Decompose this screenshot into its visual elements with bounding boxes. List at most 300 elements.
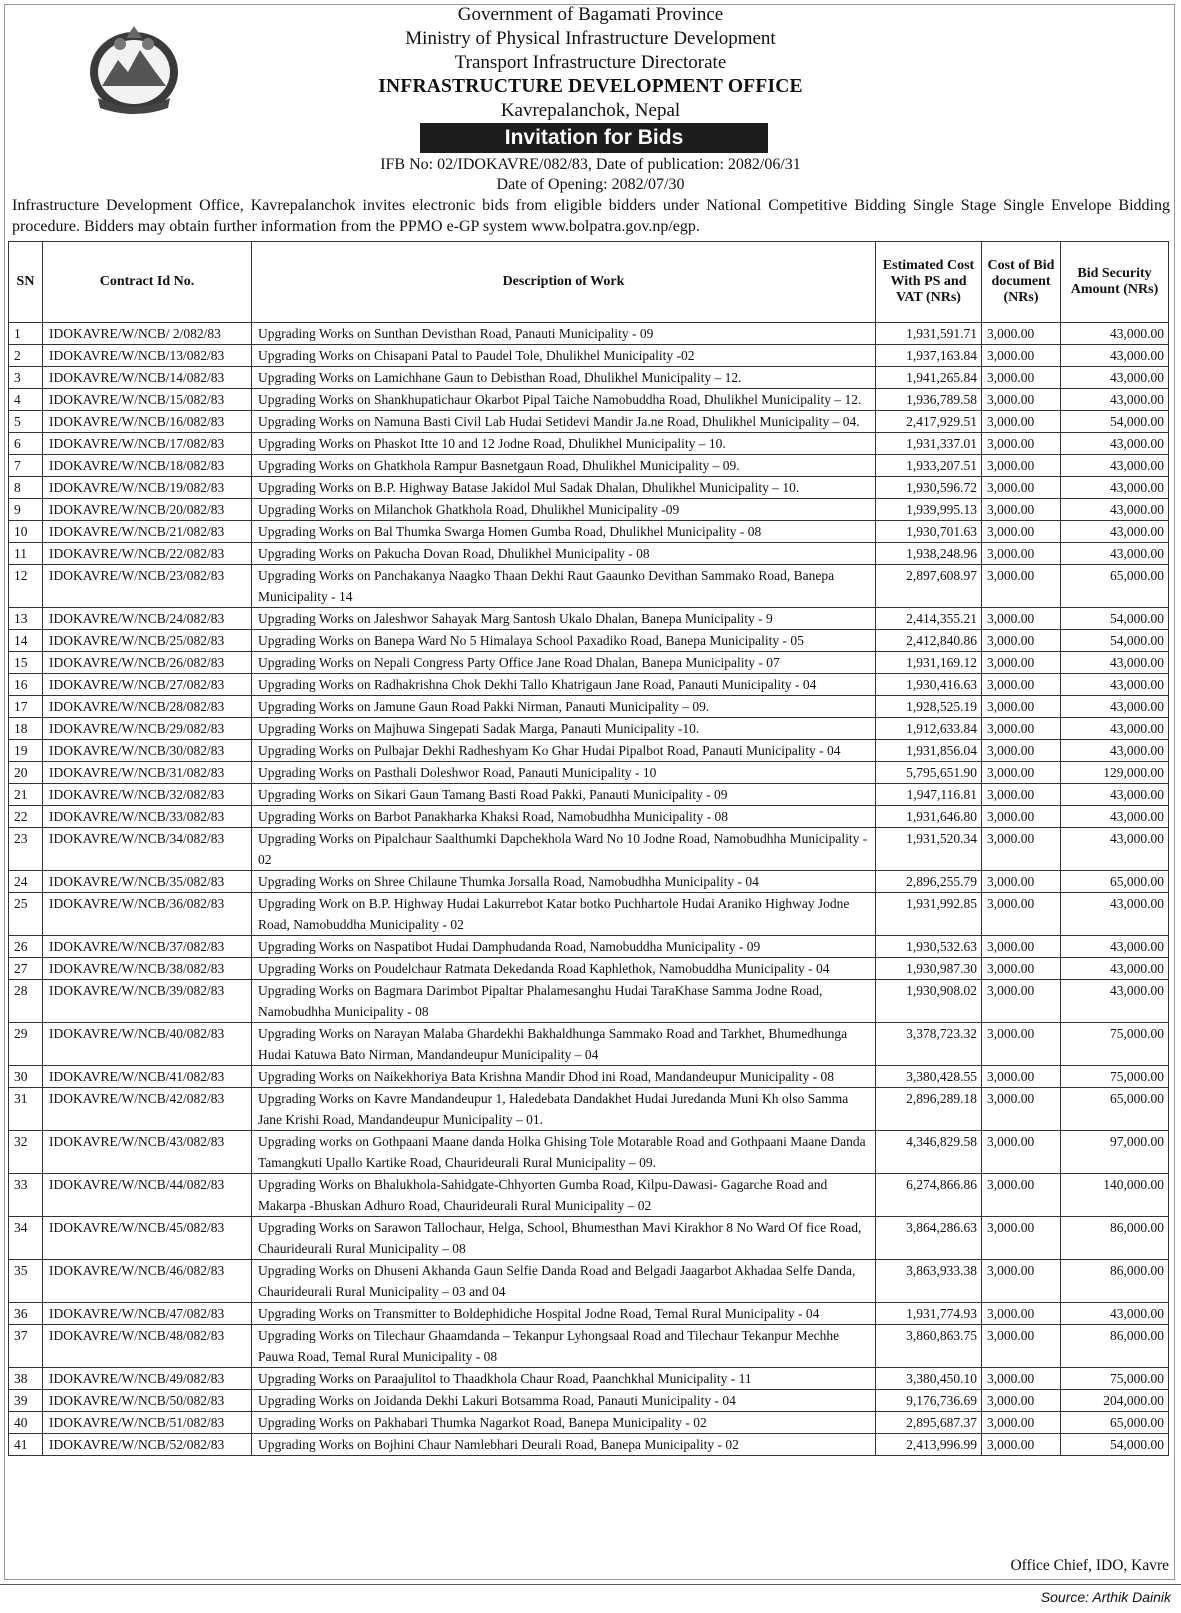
- row-contract-id: IDOKAVRE/W/NCB/43/082/83: [43, 1131, 252, 1174]
- row-bid-document-cost: 3,000.00: [982, 1368, 1061, 1390]
- row-description: Upgrading Works on Sarawon Tallochaur, Helga, School, Bhumesthan Mavi Kirakhor 8 No Ward Of fice Road, Chaurideurali Rural Municipality – 08: [252, 1217, 876, 1260]
- row-contract-id: IDOKAVRE/W/NCB/27/082/83: [43, 674, 252, 696]
- row-description: Upgrading Works on Nepali Congress Party Office Jane Road Dhalan, Banepa Municipality - 07: [252, 652, 876, 674]
- row-bid-security: 43,000.00: [1061, 345, 1169, 367]
- row-contract-id: IDOKAVRE/W/NCB/50/082/83: [43, 1390, 252, 1412]
- table-row: [9, 1390, 1169, 1412]
- row-description: Upgrading Work on B.P. Highway Hudai Lakurrebot Katar botko Puchhartole Hudai Araniko Highway Jodne Road, Namobuddha Municipality - 02: [252, 893, 876, 936]
- row-sn: 6: [9, 433, 43, 455]
- row-estimated-cost: 9,176,736.69: [876, 1390, 982, 1412]
- table-row: [9, 958, 1169, 980]
- header-government: Government of Bagamati Province: [457, 4, 724, 25]
- table-row: [9, 718, 1169, 740]
- row-bid-document-cost: 3,000.00: [982, 1434, 1061, 1456]
- row-description: Upgrading Works on Kavre Mandandeupur 1, Haledebata Dandakhet Hudai Juredanda Muni Kh olso Samma Jane Krishi Road, Mandandeupur Municipality – 01.: [252, 1088, 876, 1131]
- row-description: Upgrading Works on Namuna Basti Civil Lab Hudai Setidevi Mandir Ja.ne Road, Dhulikhel Municipality – 04.: [252, 411, 876, 433]
- row-estimated-cost: 2,414,355.21: [876, 608, 982, 630]
- row-description: Upgrading Works on Tilechaur Ghaamdanda – Tekanpur Lyhongsaal Road and Tilechaur Tekanpur Mechhe Pauwa Road, Temal Rural Municipality - 08: [252, 1325, 876, 1368]
- ifb-number: IFB No: 02/IDOKAVRE/082/83, Date of publication: 2082/06/31: [380, 156, 801, 173]
- row-sn: 19: [9, 740, 43, 762]
- row-bid-document-cost: 3,000.00: [982, 1217, 1061, 1260]
- row-description: Upgrading Works on Radhakrishna Chok Dekhi Tallo Khatrigaun Jane Road, Panauti Municipality - 04: [252, 674, 876, 696]
- row-estimated-cost: 2,896,255.79: [876, 871, 982, 893]
- row-sn: 10: [9, 521, 43, 543]
- row-sn: 21: [9, 784, 43, 806]
- row-bid-document-cost: 3,000.00: [982, 1412, 1061, 1434]
- row-estimated-cost: 1,931,992.85: [876, 893, 982, 936]
- row-estimated-cost: 1,931,646.80: [876, 806, 982, 828]
- row-estimated-cost: 2,417,929.51: [876, 411, 982, 433]
- row-bid-document-cost: 3,000.00: [982, 1023, 1061, 1066]
- table-row: [9, 1066, 1169, 1088]
- row-bid-security: 65,000.00: [1061, 1412, 1169, 1434]
- row-description: Upgrading Works on Pipalchaur Saalthumki Dapchekhola Ward No 10 Jodne Road, Namobudhha Municipality - 02: [252, 828, 876, 871]
- row-estimated-cost: 4,346,829.58: [876, 1131, 982, 1174]
- row-sn: 38: [9, 1368, 43, 1390]
- row-bid-security: 43,000.00: [1061, 389, 1169, 411]
- row-contract-id: IDOKAVRE/W/NCB/52/082/83: [43, 1434, 252, 1456]
- row-contract-id: IDOKAVRE/W/NCB/44/082/83: [43, 1174, 252, 1217]
- row-estimated-cost: 1,931,774.93: [876, 1303, 982, 1325]
- row-sn: 24: [9, 871, 43, 893]
- row-description: Upgrading Works on Paraajulitol to Thaadkhola Chaur Road, Paanchkhal Municipality - 11: [252, 1368, 876, 1390]
- table-row: [9, 411, 1169, 433]
- row-bid-document-cost: 3,000.00: [982, 499, 1061, 521]
- row-estimated-cost: 2,413,996.99: [876, 1434, 982, 1456]
- row-estimated-cost: 1,938,248.96: [876, 543, 982, 565]
- row-description: Upgrading Works on Joidanda Dekhi Lakuri Botsamma Road, Panauti Municipality - 04: [252, 1390, 876, 1412]
- row-bid-document-cost: 3,000.00: [982, 980, 1061, 1023]
- row-sn: 26: [9, 936, 43, 958]
- row-bid-security: 54,000.00: [1061, 411, 1169, 433]
- row-sn: 23: [9, 828, 43, 871]
- row-bid-security: 65,000.00: [1061, 565, 1169, 608]
- row-description: Upgrading Works on Banepa Ward No 5 Himalaya School Paxadiko Road, Banepa Municipality - 05: [252, 630, 876, 652]
- row-description: Upgrading Works on Sikari Gaun Tamang Basti Road Pakki, Panauti Municipality - 09: [252, 784, 876, 806]
- row-contract-id: IDOKAVRE/W/NCB/38/082/83: [43, 958, 252, 980]
- row-estimated-cost: 3,864,286.63: [876, 1217, 982, 1260]
- row-estimated-cost: 3,860,863.75: [876, 1325, 982, 1368]
- row-estimated-cost: 1,930,987.30: [876, 958, 982, 980]
- row-contract-id: IDOKAVRE/W/NCB/24/082/83: [43, 608, 252, 630]
- table-row: [9, 936, 1169, 958]
- row-contract-id: IDOKAVRE/W/NCB/28/082/83: [43, 696, 252, 718]
- header-ministry: Ministry of Physical Infrastructure Development: [405, 28, 776, 49]
- table-row: [9, 1260, 1169, 1303]
- row-estimated-cost: 1,912,633.84: [876, 718, 982, 740]
- row-estimated-cost: 1,930,596.72: [876, 477, 982, 499]
- row-contract-id: IDOKAVRE/W/NCB/19/082/83: [43, 477, 252, 499]
- row-bid-security: 43,000.00: [1061, 323, 1169, 345]
- table-row: [9, 784, 1169, 806]
- bids-table: [8, 241, 1169, 1456]
- row-bid-security: 43,000.00: [1061, 652, 1169, 674]
- invitation-banner: Invitation for Bids: [420, 123, 768, 153]
- row-sn: 14: [9, 630, 43, 652]
- row-bid-security: 43,000.00: [1061, 784, 1169, 806]
- row-estimated-cost: 3,863,933.38: [876, 1260, 982, 1303]
- table-row: [9, 608, 1169, 630]
- row-description: Upgrading Works on Bojhini Chaur Namlebhari Deurali Road, Banepa Municipality - 02: [252, 1434, 876, 1456]
- table-row: [9, 323, 1169, 345]
- row-bid-document-cost: 3,000.00: [982, 1390, 1061, 1412]
- table-row: [9, 1412, 1169, 1434]
- row-bid-document-cost: 3,000.00: [982, 652, 1061, 674]
- row-contract-id: IDOKAVRE/W/NCB/15/082/83: [43, 389, 252, 411]
- row-description: Upgrading Works on Naspatibot Hudai Damphudanda Road, Namobuddha Municipality - 09: [252, 936, 876, 958]
- row-description: Upgrading Works on Milanchok Ghatkhola Road, Dhulikhel Municipality -09: [252, 499, 876, 521]
- table-row: [9, 565, 1169, 608]
- row-sn: 25: [9, 893, 43, 936]
- row-contract-id: IDOKAVRE/W/NCB/23/082/83: [43, 565, 252, 608]
- table-row: [9, 1325, 1169, 1368]
- row-estimated-cost: 3,378,723.32: [876, 1023, 982, 1066]
- table-row: [9, 1131, 1169, 1174]
- header-directorate: Transport Infrastructure Directorate: [454, 52, 727, 73]
- row-contract-id: IDOKAVRE/W/NCB/33/082/83: [43, 806, 252, 828]
- row-contract-id: IDOKAVRE/W/NCB/29/082/83: [43, 718, 252, 740]
- row-sn: 39: [9, 1390, 43, 1412]
- row-sn: 2: [9, 345, 43, 367]
- table-row: [9, 980, 1169, 1023]
- row-bid-document-cost: 3,000.00: [982, 740, 1061, 762]
- row-sn: 5: [9, 411, 43, 433]
- row-estimated-cost: 1,933,207.51: [876, 455, 982, 477]
- row-bid-security: 54,000.00: [1061, 608, 1169, 630]
- row-bid-security: 86,000.00: [1061, 1260, 1169, 1303]
- row-estimated-cost: 1,931,591.71: [876, 323, 982, 345]
- row-contract-id: IDOKAVRE/W/NCB/20/082/83: [43, 499, 252, 521]
- row-description: Upgrading Works on Panchakanya Naagko Thaan Dekhi Raut Gaaunko Devithan Sammako Road, Banepa Municipality - 14: [252, 565, 876, 608]
- col-header-estimated-cost: Estimated Cost With PS and VAT (NRs): [876, 242, 982, 323]
- row-bid-document-cost: 3,000.00: [982, 806, 1061, 828]
- row-description: Upgrading Works on Pakhabari Thumka Nagarkot Road, Banepa Municipality - 02: [252, 1412, 876, 1434]
- opening-date: Date of Opening: 2082/07/30: [496, 176, 685, 193]
- row-description: Upgrading Works on Pulbajar Dekhi Radheshyam Ko Ghar Hudai Pipalbot Road, Panauti Municipality - 04: [252, 740, 876, 762]
- row-bid-document-cost: 3,000.00: [982, 1066, 1061, 1088]
- row-description: Upgrading Works on Poudelchaur Ratmata Dekedanda Road Kaphlethok, Namobuddha Municipality - 04: [252, 958, 876, 980]
- row-estimated-cost: 1,941,265.84: [876, 367, 982, 389]
- row-contract-id: IDOKAVRE/W/NCB/21/082/83: [43, 521, 252, 543]
- row-bid-document-cost: 3,000.00: [982, 1174, 1061, 1217]
- row-description: Upgrading Works on Lamichhane Gaun to Debisthan Road, Dhulikhel Municipality – 12.: [252, 367, 876, 389]
- table-row: [9, 696, 1169, 718]
- table-header-row: [9, 242, 1169, 323]
- row-estimated-cost: 2,895,687.37: [876, 1412, 982, 1434]
- row-bid-security: 43,000.00: [1061, 477, 1169, 499]
- row-bid-document-cost: 3,000.00: [982, 543, 1061, 565]
- row-sn: 41: [9, 1434, 43, 1456]
- row-sn: 32: [9, 1131, 43, 1174]
- row-estimated-cost: 2,897,608.97: [876, 565, 982, 608]
- row-bid-document-cost: 3,000.00: [982, 784, 1061, 806]
- row-sn: 28: [9, 980, 43, 1023]
- table-row: [9, 1368, 1169, 1390]
- row-contract-id: IDOKAVRE/W/NCB/ 2/082/83: [43, 323, 252, 345]
- row-sn: 33: [9, 1174, 43, 1217]
- row-estimated-cost: 1,939,995.13: [876, 499, 982, 521]
- row-description: Upgrading Works on Bhalukhola-Sahidgate-Chhyorten Gumba Road, Kilpu-Dawasi- Gagarche Road and Makarpa -Bhuskan Adhuro Road, Chaurideurali Rural Municipality – 02: [252, 1174, 876, 1217]
- col-header-bid-document-cost: Cost of Bid document (NRs): [982, 242, 1061, 323]
- row-contract-id: IDOKAVRE/W/NCB/48/082/83: [43, 1325, 252, 1368]
- row-contract-id: IDOKAVRE/W/NCB/13/082/83: [43, 345, 252, 367]
- row-sn: 15: [9, 652, 43, 674]
- row-bid-document-cost: 3,000.00: [982, 828, 1061, 871]
- intro-paragraph: Infrastructure Development Office, Kavrepalanchok invites electronic bids from eligible bidders under National Competitive Bidding Single Stage Single Envelope Bidding procedure. Bidders may obtain further information from the PPMO e-GP system www.bolpatra.gov.np/egp.: [12, 197, 1170, 235]
- row-contract-id: IDOKAVRE/W/NCB/17/082/83: [43, 433, 252, 455]
- row-contract-id: IDOKAVRE/W/NCB/32/082/83: [43, 784, 252, 806]
- row-bid-security: 75,000.00: [1061, 1368, 1169, 1390]
- row-estimated-cost: 1,937,163.84: [876, 345, 982, 367]
- row-estimated-cost: 2,896,289.18: [876, 1088, 982, 1131]
- row-contract-id: IDOKAVRE/W/NCB/35/082/83: [43, 871, 252, 893]
- row-description: Upgrading Works on Sunthan Devisthan Road, Panauti Municipality - 09: [252, 323, 876, 345]
- row-estimated-cost: 1,931,856.04: [876, 740, 982, 762]
- row-sn: 20: [9, 762, 43, 784]
- row-bid-document-cost: 3,000.00: [982, 565, 1061, 608]
- row-sn: 4: [9, 389, 43, 411]
- table-row: [9, 762, 1169, 784]
- row-description: Upgrading Works on Phaskot Itte 10 and 12 Jodne Road, Dhulikhel Municipality – 10.: [252, 433, 876, 455]
- row-bid-document-cost: 3,000.00: [982, 762, 1061, 784]
- row-bid-security: 43,000.00: [1061, 499, 1169, 521]
- table-row: [9, 521, 1169, 543]
- row-contract-id: IDOKAVRE/W/NCB/42/082/83: [43, 1088, 252, 1131]
- table-row: [9, 543, 1169, 565]
- row-bid-security: 65,000.00: [1061, 1088, 1169, 1131]
- row-sn: 8: [9, 477, 43, 499]
- row-description: Upgrading Works on Shankhupatichaur Okarbot Pipal Taiche Namobuddha Road, Dhulikhel Municipality – 12.: [252, 389, 876, 411]
- header-office: INFRASTRUCTURE DEVELOPMENT OFFICE: [378, 76, 803, 97]
- row-contract-id: IDOKAVRE/W/NCB/39/082/83: [43, 980, 252, 1023]
- row-bid-document-cost: 3,000.00: [982, 433, 1061, 455]
- col-header-description: Description of Work: [252, 242, 876, 323]
- row-estimated-cost: 2,412,840.86: [876, 630, 982, 652]
- row-contract-id: IDOKAVRE/W/NCB/26/082/83: [43, 652, 252, 674]
- row-estimated-cost: 1,931,169.12: [876, 652, 982, 674]
- row-bid-security: 43,000.00: [1061, 958, 1169, 980]
- source-credit: Source: Arthik Dainik: [1040, 1589, 1171, 1605]
- table-row: [9, 652, 1169, 674]
- row-estimated-cost: 3,380,428.55: [876, 1066, 982, 1088]
- table-row: [9, 1217, 1169, 1260]
- row-bid-document-cost: 3,000.00: [982, 608, 1061, 630]
- row-bid-document-cost: 3,000.00: [982, 718, 1061, 740]
- row-bid-document-cost: 3,000.00: [982, 696, 1061, 718]
- row-description: Upgrading Works on Shree Chilaune Thumka Jorsalla Road, Namobudhha Municipality - 04: [252, 871, 876, 893]
- row-contract-id: IDOKAVRE/W/NCB/51/082/83: [43, 1412, 252, 1434]
- row-contract-id: IDOKAVRE/W/NCB/45/082/83: [43, 1217, 252, 1260]
- row-sn: 1: [9, 323, 43, 345]
- row-sn: 40: [9, 1412, 43, 1434]
- header-location: Kavrepalanchok, Nepal: [500, 100, 681, 121]
- row-bid-document-cost: 3,000.00: [982, 630, 1061, 652]
- row-sn: 36: [9, 1303, 43, 1325]
- row-sn: 7: [9, 455, 43, 477]
- row-sn: 11: [9, 543, 43, 565]
- table-row: [9, 477, 1169, 499]
- row-description: Upgrading Works on Jaleshwor Sahayak Marg Santosh Ukalo Dhalan, Banepa Municipality - 9: [252, 608, 876, 630]
- row-estimated-cost: 1,928,525.19: [876, 696, 982, 718]
- row-bid-document-cost: 3,000.00: [982, 411, 1061, 433]
- table-row: [9, 740, 1169, 762]
- row-description: Upgrading works on Gothpaani Maane danda Holka Ghising Tole Motarable Road and Gothpaani Maane Danda Tamangkuti Upallo Kartike Road, Chaurideurali Rural Municipality – 09.: [252, 1131, 876, 1174]
- table-row: [9, 433, 1169, 455]
- row-estimated-cost: 1,930,416.63: [876, 674, 982, 696]
- table-row: [9, 893, 1169, 936]
- row-bid-security: 86,000.00: [1061, 1325, 1169, 1368]
- table-row: [9, 806, 1169, 828]
- row-estimated-cost: 1,931,520.34: [876, 828, 982, 871]
- row-sn: 29: [9, 1023, 43, 1066]
- row-bid-security: 65,000.00: [1061, 871, 1169, 893]
- row-estimated-cost: 3,380,450.10: [876, 1368, 982, 1390]
- row-bid-document-cost: 3,000.00: [982, 521, 1061, 543]
- col-header-contract: Contract Id No.: [43, 242, 252, 323]
- row-bid-security: 43,000.00: [1061, 455, 1169, 477]
- row-bid-document-cost: 3,000.00: [982, 477, 1061, 499]
- row-contract-id: IDOKAVRE/W/NCB/41/082/83: [43, 1066, 252, 1088]
- row-bid-document-cost: 3,000.00: [982, 936, 1061, 958]
- table-row: [9, 499, 1169, 521]
- row-bid-security: 97,000.00: [1061, 1131, 1169, 1174]
- row-contract-id: IDOKAVRE/W/NCB/47/082/83: [43, 1303, 252, 1325]
- row-estimated-cost: 1,931,337.01: [876, 433, 982, 455]
- row-sn: 9: [9, 499, 43, 521]
- row-bid-security: 86,000.00: [1061, 1217, 1169, 1260]
- row-bid-document-cost: 3,000.00: [982, 1088, 1061, 1131]
- row-contract-id: IDOKAVRE/W/NCB/46/082/83: [43, 1260, 252, 1303]
- row-bid-security: 43,000.00: [1061, 718, 1169, 740]
- table-row: [9, 630, 1169, 652]
- row-estimated-cost: 5,795,651.90: [876, 762, 982, 784]
- table-row: [9, 367, 1169, 389]
- col-header-sn: SN: [9, 242, 43, 323]
- row-bid-security: 140,000.00: [1061, 1174, 1169, 1217]
- row-description: Upgrading Works on Transmitter to Boldephidiche Hospital Jodne Road, Temal Rural Municipality - 04: [252, 1303, 876, 1325]
- row-bid-security: 43,000.00: [1061, 367, 1169, 389]
- row-description: Upgrading Works on Pasthali Doleshwor Road, Panauti Municipality - 10: [252, 762, 876, 784]
- row-description: Upgrading Works on Chisapani Patal to Paudel Tole, Dhulikhel Municipality -02: [252, 345, 876, 367]
- row-bid-security: 43,000.00: [1061, 980, 1169, 1023]
- row-bid-document-cost: 3,000.00: [982, 1260, 1061, 1303]
- row-description: Upgrading Works on Ghatkhola Rampur Basnetgaun Road, Dhulikhel Municipality – 09.: [252, 455, 876, 477]
- row-sn: 30: [9, 1066, 43, 1088]
- row-bid-security: 75,000.00: [1061, 1023, 1169, 1066]
- row-sn: 16: [9, 674, 43, 696]
- row-bid-document-cost: 3,000.00: [982, 674, 1061, 696]
- table-row: [9, 1023, 1169, 1066]
- signoff: Office Chief, IDO, Kavre: [1010, 1557, 1169, 1574]
- row-sn: 13: [9, 608, 43, 630]
- row-contract-id: IDOKAVRE/W/NCB/40/082/83: [43, 1023, 252, 1066]
- row-contract-id: IDOKAVRE/W/NCB/30/082/83: [43, 740, 252, 762]
- row-bid-document-cost: 3,000.00: [982, 367, 1061, 389]
- table-row: [9, 871, 1169, 893]
- row-estimated-cost: 1,930,532.63: [876, 936, 982, 958]
- table-row: [9, 1174, 1169, 1217]
- row-sn: 12: [9, 565, 43, 608]
- row-bid-document-cost: 3,000.00: [982, 389, 1061, 411]
- row-sn: 17: [9, 696, 43, 718]
- row-bid-document-cost: 3,000.00: [982, 455, 1061, 477]
- row-bid-document-cost: 3,000.00: [982, 958, 1061, 980]
- row-bid-document-cost: 3,000.00: [982, 1303, 1061, 1325]
- row-description: Upgrading Works on Bagmara Darimbot Pipaltar Phalamesanghu Hudai TaraKhase Samma Jodne Road, Namobudhha Municipality - 08: [252, 980, 876, 1023]
- table-row: [9, 1303, 1169, 1325]
- row-bid-security: 43,000.00: [1061, 696, 1169, 718]
- row-estimated-cost: 1,930,908.02: [876, 980, 982, 1023]
- row-bid-security: 43,000.00: [1061, 543, 1169, 565]
- row-bid-document-cost: 3,000.00: [982, 893, 1061, 936]
- row-bid-document-cost: 3,000.00: [982, 1325, 1061, 1368]
- row-bid-security: 43,000.00: [1061, 806, 1169, 828]
- row-estimated-cost: 1,930,701.63: [876, 521, 982, 543]
- row-contract-id: IDOKAVRE/W/NCB/18/082/83: [43, 455, 252, 477]
- row-sn: 31: [9, 1088, 43, 1131]
- row-bid-document-cost: 3,000.00: [982, 871, 1061, 893]
- table-row: [9, 345, 1169, 367]
- table-row: [9, 1088, 1169, 1131]
- row-bid-document-cost: 3,000.00: [982, 1131, 1061, 1174]
- row-contract-id: IDOKAVRE/W/NCB/36/082/83: [43, 893, 252, 936]
- row-contract-id: IDOKAVRE/W/NCB/37/082/83: [43, 936, 252, 958]
- row-bid-security: 43,000.00: [1061, 521, 1169, 543]
- row-bid-security: 43,000.00: [1061, 740, 1169, 762]
- row-bid-security: 43,000.00: [1061, 936, 1169, 958]
- table-row: [9, 674, 1169, 696]
- row-description: Upgrading Works on Pakucha Dovan Road, Dhulikhel Municipality - 08: [252, 543, 876, 565]
- row-bid-security: 43,000.00: [1061, 674, 1169, 696]
- row-sn: 35: [9, 1260, 43, 1303]
- row-contract-id: IDOKAVRE/W/NCB/25/082/83: [43, 630, 252, 652]
- row-bid-security: 43,000.00: [1061, 893, 1169, 936]
- row-contract-id: IDOKAVRE/W/NCB/16/082/83: [43, 411, 252, 433]
- row-bid-security: 204,000.00: [1061, 1390, 1169, 1412]
- row-description: Upgrading Works on Naikekhoriya Bata Krishna Mandir Dhod ini Road, Mandandeupur Municipality - 08: [252, 1066, 876, 1088]
- row-description: Upgrading Works on Dhuseni Akhanda Gaun Selfie Danda Road and Belgadi Jaagarbot Akhadaa Selfe Danda, Chaurideurali Rural Municipality – 03 and 04: [252, 1260, 876, 1303]
- row-contract-id: IDOKAVRE/W/NCB/49/082/83: [43, 1368, 252, 1390]
- row-bid-security: 43,000.00: [1061, 1303, 1169, 1325]
- row-bid-security: 43,000.00: [1061, 828, 1169, 871]
- row-bid-document-cost: 3,000.00: [982, 345, 1061, 367]
- row-description: Upgrading Works on Bal Thumka Swarga Homen Gumba Road, Dhulikhel Municipality - 08: [252, 521, 876, 543]
- table-row: [9, 389, 1169, 411]
- row-bid-security: 129,000.00: [1061, 762, 1169, 784]
- row-bid-security: 75,000.00: [1061, 1066, 1169, 1088]
- row-description: Upgrading Works on B.P. Highway Batase Jakidol Mul Sadak Dhalan, Dhulikhel Municipality – 10.: [252, 477, 876, 499]
- row-contract-id: IDOKAVRE/W/NCB/22/082/83: [43, 543, 252, 565]
- row-sn: 27: [9, 958, 43, 980]
- col-header-bid-security: Bid Security Amount (NRs): [1061, 242, 1169, 323]
- row-description: Upgrading Works on Majhuwa Singepati Sadak Marga, Panauti Municipality -10.: [252, 718, 876, 740]
- row-contract-id: IDOKAVRE/W/NCB/34/082/83: [43, 828, 252, 871]
- row-sn: 37: [9, 1325, 43, 1368]
- row-bid-security: 43,000.00: [1061, 433, 1169, 455]
- row-sn: 3: [9, 367, 43, 389]
- row-estimated-cost: 1,947,116.81: [876, 784, 982, 806]
- row-description: Upgrading Works on Jamune Gaun Road Pakki Nirman, Panauti Municipality – 09.: [252, 696, 876, 718]
- row-bid-document-cost: 3,000.00: [982, 323, 1061, 345]
- row-contract-id: IDOKAVRE/W/NCB/31/082/83: [43, 762, 252, 784]
- table-row: [9, 455, 1169, 477]
- row-estimated-cost: 6,274,866.86: [876, 1174, 982, 1217]
- row-sn: 34: [9, 1217, 43, 1260]
- divider: [0, 1584, 1181, 1585]
- row-contract-id: IDOKAVRE/W/NCB/14/082/83: [43, 367, 252, 389]
- row-sn: 22: [9, 806, 43, 828]
- row-bid-security: 54,000.00: [1061, 1434, 1169, 1456]
